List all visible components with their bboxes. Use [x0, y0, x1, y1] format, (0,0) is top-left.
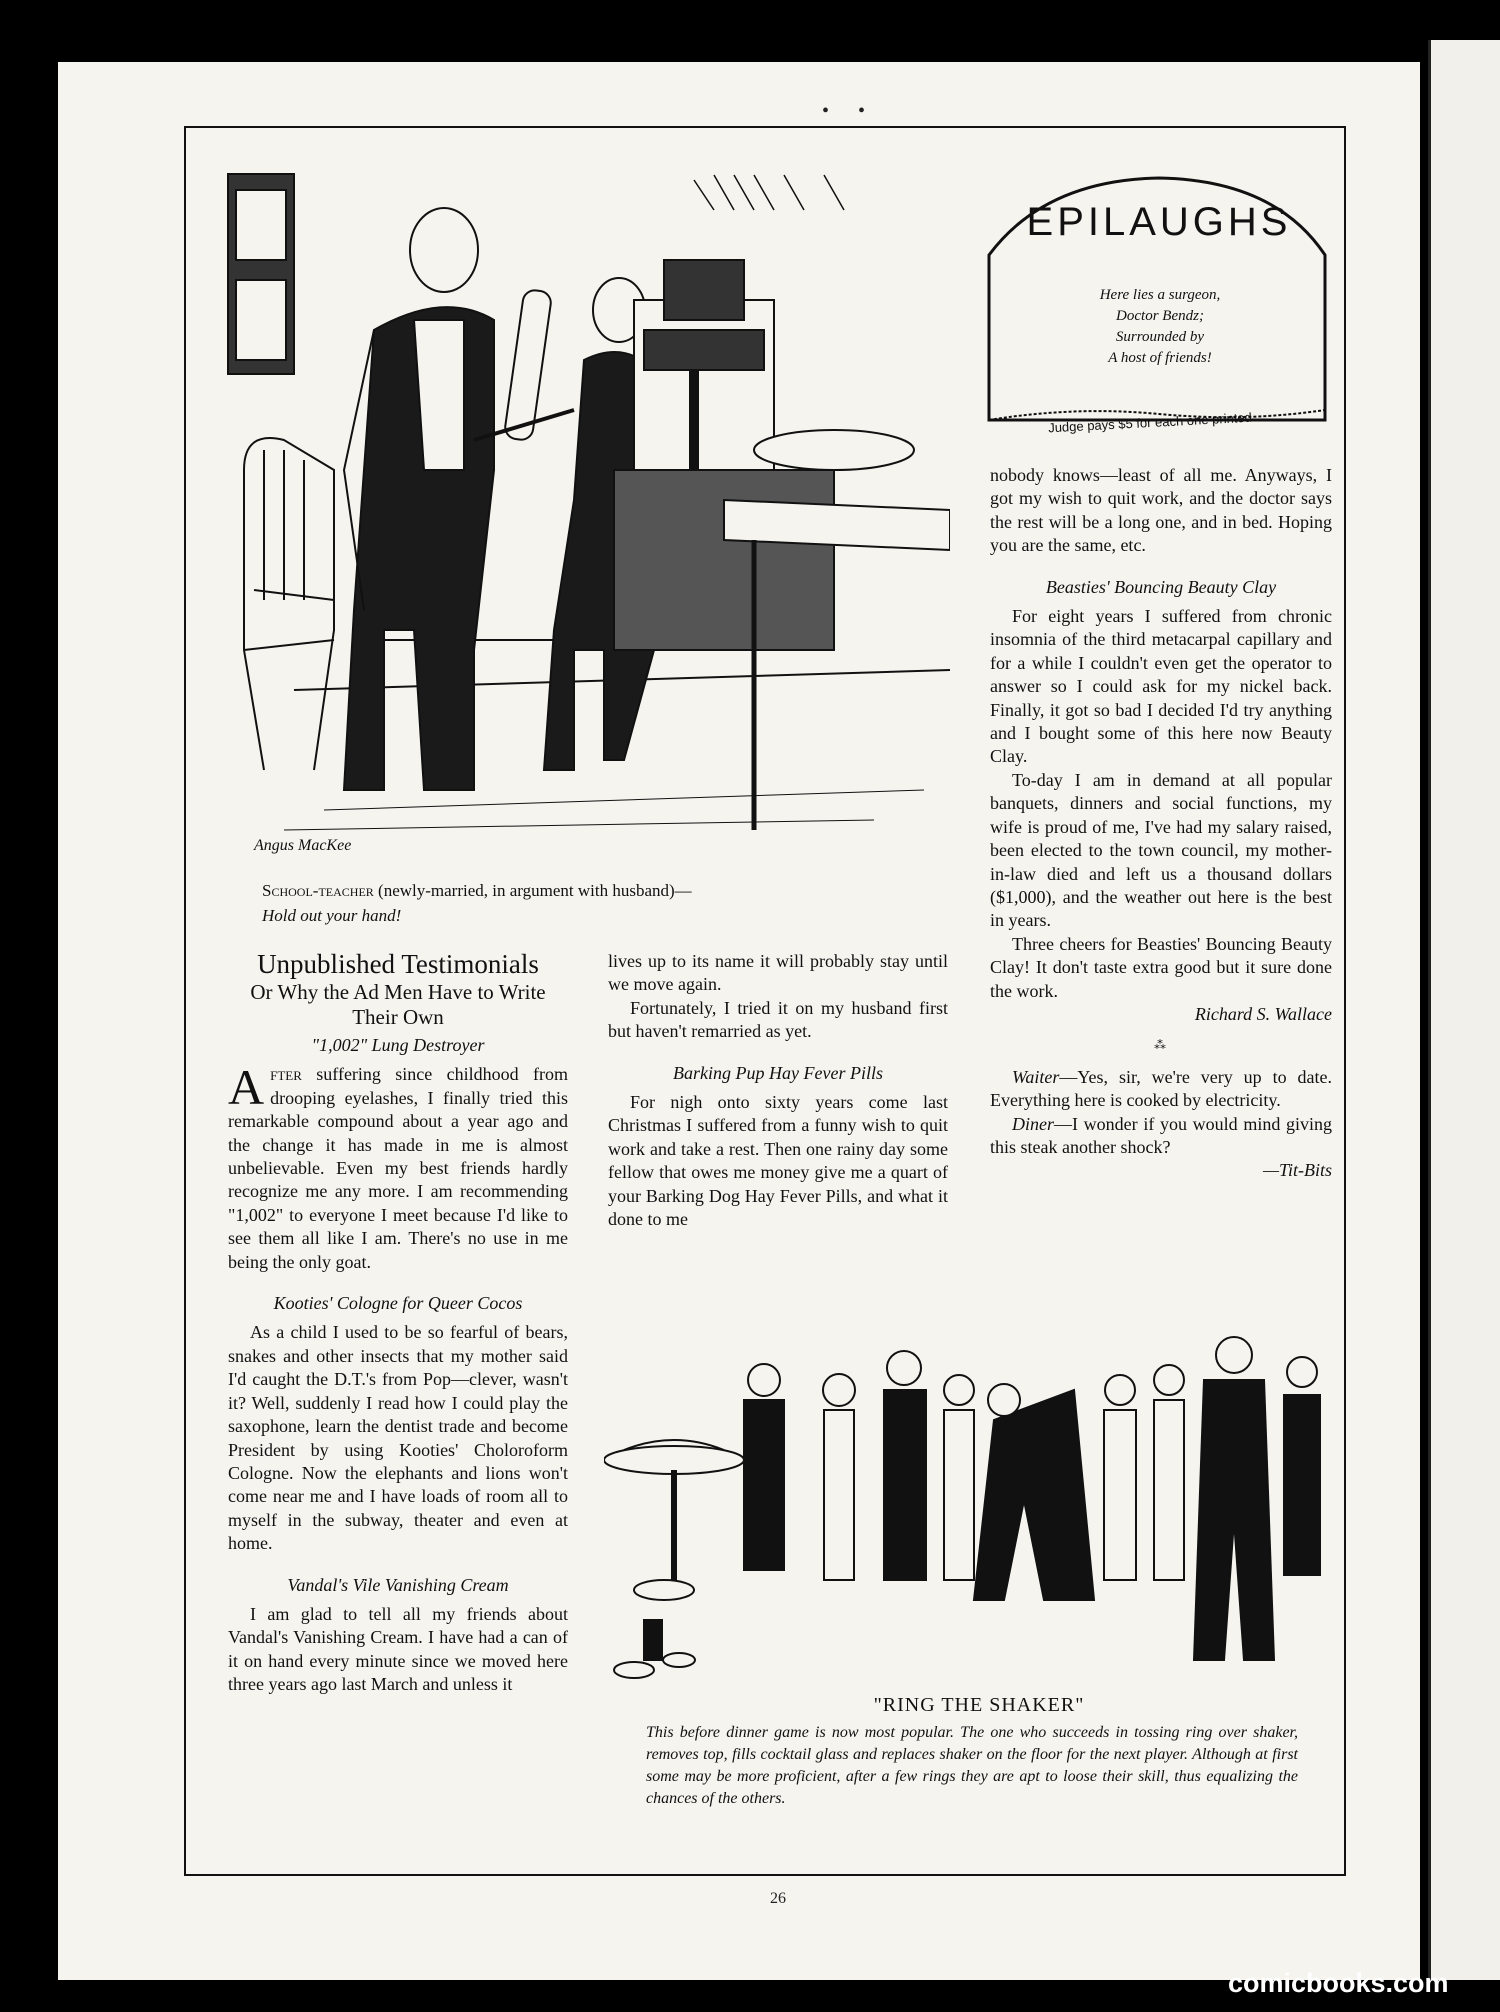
- epitaph-line: A host of friends!: [1108, 350, 1212, 366]
- caption-speaker: School-teacher: [262, 881, 374, 900]
- section-heading: Barking Pup Hay Fever Pills: [673, 1062, 883, 1083]
- section-heading: Vandal's Vile Vanishing Cream: [287, 1574, 509, 1595]
- joke-source: —Tit-Bits: [1262, 1160, 1332, 1181]
- section-body: I am glad to tell all my friends about Vandal's Vanishing Cream. I have had a can of it on hand every minute since we moved here three years ago last March and unless it: [228, 1603, 568, 1695]
- lead-word: fter: [270, 1064, 302, 1085]
- section-heading: "1,002" Lung Destroyer: [311, 1035, 485, 1055]
- epitaph-line: Here lies a surgeon,: [1099, 287, 1221, 303]
- watermark: comicbooks.com: [1228, 1968, 1449, 1998]
- speaker-label: Waiter: [1012, 1066, 1060, 1087]
- next-page-edge: [1428, 40, 1500, 1980]
- section-body: nobody knows—least of all me. Anyways, I got my wish to quit work, and the doctor says the rest will be a long one, and in bed. Hoping you are the same, etc.: [990, 465, 1332, 556]
- section-heading: Kooties' Cologne for Queer Cocos: [273, 1293, 523, 1314]
- caption-note: (newly-married, in argument with husband)—: [378, 881, 692, 900]
- ring-the-shaker-illustration: [604, 1300, 1342, 1690]
- article-column-2: [608, 950, 948, 1231]
- section-body: Fortunately, I tried it on my husband first but haven't remarried as yet.: [608, 997, 948, 1042]
- page-number: 26: [770, 1890, 786, 1907]
- joke-line: —Yes, sir, we're very up to date. Everything here is cooked by electricity.: [990, 1066, 1332, 1111]
- section-body: [228, 1059, 568, 1274]
- article-subtitle: Or Why the Ad Men Have to Write Their Own: [250, 980, 546, 1029]
- cartoon-caption: [262, 878, 962, 928]
- ring-the-shaker-caption: This before dinner game is now most popular. The one who succeeds in tossing ring over shaker, removes top, fills cocktail glass and replaces shaker on the floor for the next player. Although at first some may be more proficient, after a few rings they are apt to loose their skill, thus equalizing the chances of the others.: [646, 1724, 1298, 1807]
- testimonial-signature: Richard S. Wallace: [1194, 1003, 1332, 1024]
- section-body: Three cheers for Beasties' Bouncing Beauty Clay! It don't taste extra good but it sure done the work.: [990, 933, 1332, 1001]
- epitaph-line: Doctor Bendz;: [1116, 308, 1204, 324]
- cartoonist-signature: Angus MacKee: [254, 837, 352, 854]
- joke-waiter: [990, 1066, 1332, 1113]
- speaker-label: Diner: [1012, 1113, 1054, 1134]
- epilaughs-banner: EPILAUGHS: [1026, 200, 1292, 244]
- epilaughs-footer: Judge pays $5 for each one printed: [1047, 409, 1253, 436]
- drop-cap: A: [228, 1059, 265, 1116]
- cartoon-schoolteacher-illustration: [224, 170, 950, 870]
- epilaughs-verse: [1040, 285, 1280, 369]
- page-dots: • •: [822, 100, 878, 122]
- section-body: For eight years I suffered from chronic insomnia of the third metacarpal capillary and for a while I couldn't even get the operator to answer so I could ask for my nickel back. Finally, it got so bad I decided I'd try anything and I bought some of this here now Beauty Clay.: [990, 606, 1332, 767]
- section-divider: ⁂: [1154, 1038, 1168, 1053]
- joke-diner: [990, 1113, 1332, 1160]
- ring-the-shaker-title: "RING THE SHAKER": [873, 1694, 1085, 1716]
- section-body: For nigh onto sixty years come last Christmas I suffered from a funny wish to quit work and take a rest. Then one rainy day some fellow that owes me money give me a quart of your Barking Dog Hay Fever Pills, and what it done to me: [608, 1092, 948, 1230]
- article-title: Unpublished Testimonials: [257, 949, 539, 979]
- article-column-1: [228, 948, 568, 1697]
- section-body: To-day I am in demand at all popular banquets, dinners and social functions, my wife is proud of me, I've had my salary raised, been elected to the town council, my mother-in-law died and left us a thousand dollars ($1,000), and the weather out here is the best in years.: [990, 769, 1332, 931]
- caption-line: Hold out your hand!: [262, 906, 402, 925]
- article-column-3: [990, 464, 1332, 1183]
- section-heading: Beasties' Bouncing Beauty Clay: [1045, 576, 1277, 597]
- lead-text: suffering since childhood from drooping eyelashes, I finally tried this remarkable compound about a year ago and the change it has made in me is almost unbelievable. Even my best friends hardly recognize me any more. I am recommending "1,002" to everyone I meet because I'd like to see them all like I am. There's no use in me being the only goat.: [228, 1064, 568, 1272]
- joke-line: —I wonder if you would mind giving this steak another shock?: [990, 1113, 1332, 1157]
- section-body: As a child I used to be so fearful of bears, snakes and other insects that my mother said I'd caught the D.T.'s from Pop—clever, wasn't it? Well, suddenly I read how I could play the saxophone, learn the dentist trade and become President by using Kooties' Choloroform Cologne. Now the elephants and lions won't come near me and I have loads of room all to myself in the subway, theater and even at home.: [228, 1322, 568, 1554]
- epitaph-line: Surrounded by: [1115, 329, 1205, 345]
- section-body: lives up to its name it will probably stay until we move again.: [608, 951, 948, 995]
